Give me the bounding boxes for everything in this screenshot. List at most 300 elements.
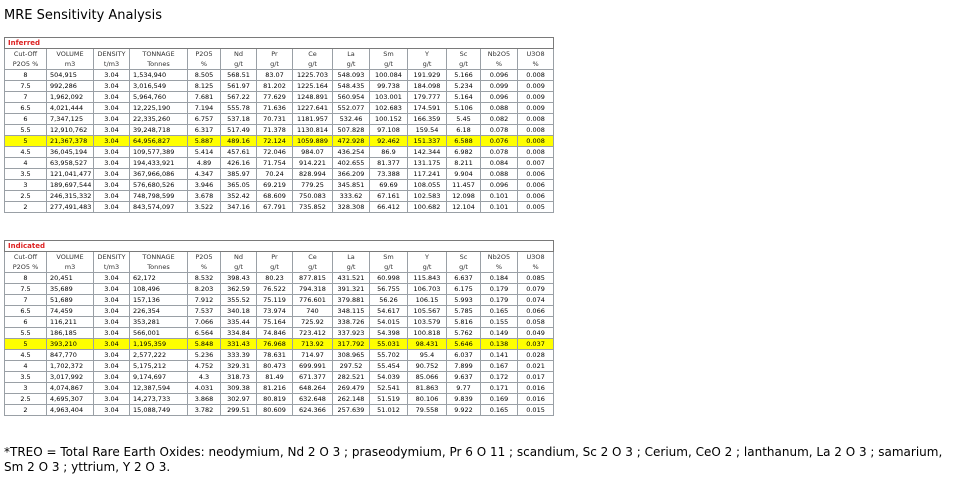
table-cell: 0.088 [481, 103, 518, 114]
table-cell: 86.9 [370, 147, 408, 158]
table-cell: 184.098 [408, 81, 447, 92]
table-cell: 794.318 [293, 284, 333, 295]
table-row [5, 317, 554, 328]
table-cell: 80.819 [257, 394, 293, 405]
table-cell: 0.006 [518, 180, 554, 191]
table-cell: 750.083 [293, 191, 333, 202]
table-cell: 1059.889 [293, 136, 333, 147]
table-cell: 507.828 [333, 125, 370, 136]
table-cell: 5.166 [447, 70, 481, 81]
table-row [5, 202, 554, 213]
table-cell: 75.119 [257, 295, 293, 306]
table-cell: 843,574,097 [130, 202, 188, 213]
table-cell: 7.194 [188, 103, 221, 114]
table-cell: 3.04 [94, 103, 130, 114]
table-cell: 5 [5, 136, 47, 147]
table-cell: 1248.891 [293, 92, 333, 103]
table-cell: 333.62 [333, 191, 370, 202]
table-cell: 103.001 [370, 92, 408, 103]
table-cell: 11.457 [447, 180, 481, 191]
table-cell: 0.008 [518, 147, 554, 158]
table-cell: 81.49 [257, 372, 293, 383]
table-cell: 1181.957 [293, 114, 333, 125]
column-unit: g/t [370, 262, 408, 273]
table-cell: 7.681 [188, 92, 221, 103]
table-cell: 353,281 [130, 317, 188, 328]
table-cell: 0.096 [481, 70, 518, 81]
column-header: Sc [447, 252, 481, 263]
table-cell: 365.05 [221, 180, 257, 191]
table-cell: 7 [5, 295, 47, 306]
table-cell: 121,041,477 [47, 169, 94, 180]
column-unit: g/t [333, 59, 370, 70]
table-cell: 457.61 [221, 147, 257, 158]
table-cell: 7.5 [5, 81, 47, 92]
table-cell: 3.678 [188, 191, 221, 202]
table-cell: 340.18 [221, 306, 257, 317]
column-header: Pr [257, 49, 293, 60]
table-cell: 22,335,260 [130, 114, 188, 125]
table-cell: 159.54 [408, 125, 447, 136]
table-cell: 9.839 [447, 394, 481, 405]
table-cell: 98.431 [408, 339, 447, 350]
inferred-section-label: Inferred [5, 38, 554, 49]
table-cell: 3.868 [188, 394, 221, 405]
column-header: Y [408, 252, 447, 263]
table-cell: 0.096 [481, 92, 518, 103]
table-cell: 436.254 [333, 147, 370, 158]
table-cell: 1,962,092 [47, 92, 94, 103]
table-cell: 80.473 [257, 361, 293, 372]
table-cell: 333.39 [221, 350, 257, 361]
column-unit: g/t [447, 59, 481, 70]
table-cell: 52.541 [370, 383, 408, 394]
table-cell: 740 [293, 306, 333, 317]
column-header: Nd [221, 252, 257, 263]
table-cell: 6.982 [447, 147, 481, 158]
table-row [5, 92, 554, 103]
table-cell: 116,211 [47, 317, 94, 328]
table-cell: 99.738 [370, 81, 408, 92]
table-cell: 71.754 [257, 158, 293, 169]
table-row [5, 383, 554, 394]
indicated-table [4, 240, 554, 416]
table-cell: 0.058 [518, 317, 554, 328]
table-cell: 4.752 [188, 361, 221, 372]
table-cell: 5.785 [447, 306, 481, 317]
column-header: TONNAGE [130, 49, 188, 60]
table-cell: 97.108 [370, 125, 408, 136]
table-cell: 0.078 [481, 125, 518, 136]
table-cell: 56.755 [370, 284, 408, 295]
table-cell: 1130.814 [293, 125, 333, 136]
table-cell: 9,174,697 [130, 372, 188, 383]
table-cell: 3.5 [5, 372, 47, 383]
table-cell: 191.929 [408, 70, 447, 81]
table-cell: 100.818 [408, 328, 447, 339]
table-row [5, 147, 554, 158]
table-cell: 151.337 [408, 136, 447, 147]
column-header: Nd [221, 49, 257, 60]
indicated-section-label: Indicated [5, 241, 554, 252]
table-cell: 3.946 [188, 180, 221, 191]
indicated-table-wrap [4, 240, 553, 416]
table-cell: 0.184 [481, 273, 518, 284]
table-row [5, 136, 554, 147]
table-cell: 9.904 [447, 169, 481, 180]
column-header: Y [408, 49, 447, 60]
table-cell: 5.993 [447, 295, 481, 306]
table-cell: 54.039 [370, 372, 408, 383]
indicated-units-row [5, 262, 554, 273]
table-cell: 80.609 [257, 405, 293, 416]
table-cell: 391.321 [333, 284, 370, 295]
table-cell: 179.777 [408, 92, 447, 103]
inferred-table [4, 37, 554, 213]
table-cell: 6.757 [188, 114, 221, 125]
table-cell: 297.52 [333, 361, 370, 372]
table-cell: 109,577,389 [130, 147, 188, 158]
table-row [5, 405, 554, 416]
column-header: Nb2O5 [481, 49, 518, 60]
table-cell: 355.52 [221, 295, 257, 306]
table-cell: 5.762 [447, 328, 481, 339]
table-cell: 7.899 [447, 361, 481, 372]
table-cell: 257.639 [333, 405, 370, 416]
table-cell: 0.096 [481, 180, 518, 191]
table-cell: 3.782 [188, 405, 221, 416]
table-cell: 3.04 [94, 284, 130, 295]
table-cell: 348.115 [333, 306, 370, 317]
table-cell: 0.082 [481, 114, 518, 125]
table-cell: 117.241 [408, 169, 447, 180]
table-cell: 426.16 [221, 158, 257, 169]
column-header: DENSITY [94, 252, 130, 263]
table-row [5, 284, 554, 295]
table-cell: 0.016 [518, 383, 554, 394]
table-cell: 532.46 [333, 114, 370, 125]
table-row [5, 372, 554, 383]
table-cell: 51.519 [370, 394, 408, 405]
table-cell: 15,088,749 [130, 405, 188, 416]
table-cell: 3.04 [94, 361, 130, 372]
table-cell: 352.42 [221, 191, 257, 202]
table-cell: 5.45 [447, 114, 481, 125]
table-cell: 331.43 [221, 339, 257, 350]
table-cell: 3.04 [94, 147, 130, 158]
table-cell: 1225.703 [293, 70, 333, 81]
table-cell: 194,433,921 [130, 158, 188, 169]
table-cell: 0.099 [481, 81, 518, 92]
column-unit: % [518, 262, 554, 273]
table-cell: 714.97 [293, 350, 333, 361]
table-cell: 0.165 [481, 306, 518, 317]
table-cell: 5.236 [188, 350, 221, 361]
table-cell: 106.703 [408, 284, 447, 295]
table-cell: 877.815 [293, 273, 333, 284]
table-cell: 8.505 [188, 70, 221, 81]
table-cell: 0.179 [481, 284, 518, 295]
column-unit: % [188, 59, 221, 70]
table-cell: 0.079 [518, 284, 554, 295]
table-cell: 3.04 [94, 383, 130, 394]
table-cell: 73.388 [370, 169, 408, 180]
table-cell: 828.994 [293, 169, 333, 180]
table-cell: 0.006 [518, 191, 554, 202]
table-cell: 0.172 [481, 372, 518, 383]
table-cell: 567.22 [221, 92, 257, 103]
column-header: Cut-Off [5, 252, 47, 263]
table-cell: 0.008 [518, 136, 554, 147]
page-title: MRE Sensitivity Analysis [4, 8, 162, 23]
table-cell: 9.922 [447, 405, 481, 416]
table-cell: 0.169 [481, 394, 518, 405]
table-cell: 3.04 [94, 295, 130, 306]
table-cell: 8.532 [188, 273, 221, 284]
table-cell: 6 [5, 317, 47, 328]
treo-footnote: *TREO = Total Rare Earth Oxides: neodymium, Nd 2 O 3 ; praseodymium, Pr 6 O 11 ; scandium, Sc 2 O 3 ; Cerium, CeO 2 ; lanthanum, La 2 O 3 ; samarium, Sm 2 O 3 ; yttrium, Y 2 O 3. [4, 445, 943, 474]
table-cell: 81.863 [408, 383, 447, 394]
table-cell: 186,185 [47, 328, 94, 339]
indicated-title-row [5, 241, 554, 252]
table-cell: 624.366 [293, 405, 333, 416]
column-unit: g/t [293, 262, 333, 273]
table-cell: 0.165 [481, 405, 518, 416]
table-cell: 725.92 [293, 317, 333, 328]
table-row [5, 103, 554, 114]
column-unit: % [518, 59, 554, 70]
table-cell: 69.219 [257, 180, 293, 191]
table-cell: 157,136 [130, 295, 188, 306]
table-cell: 80.23 [257, 273, 293, 284]
table-row [5, 81, 554, 92]
table-cell: 3.04 [94, 306, 130, 317]
table-cell: 7,347,125 [47, 114, 94, 125]
table-cell: 548.093 [333, 70, 370, 81]
table-cell: 12,225,190 [130, 103, 188, 114]
table-row [5, 191, 554, 202]
table-cell: 85.066 [408, 372, 447, 383]
table-cell: 35,689 [47, 284, 94, 295]
table-cell: 3.5 [5, 169, 47, 180]
table-cell: 3.04 [94, 405, 130, 416]
column-header: U3O8 [518, 252, 554, 263]
table-cell: 55.454 [370, 361, 408, 372]
table-cell: 5.106 [447, 103, 481, 114]
table-cell: 62,172 [130, 273, 188, 284]
column-unit: g/t [408, 59, 447, 70]
table-row [5, 70, 554, 81]
table-cell: 379.881 [333, 295, 370, 306]
table-cell: 0.009 [518, 103, 554, 114]
table-cell: 748,798,599 [130, 191, 188, 202]
table-row [5, 125, 554, 136]
column-header: Ce [293, 252, 333, 263]
table-cell: 4.031 [188, 383, 221, 394]
column-unit: Tonnes [130, 59, 188, 70]
table-cell: 3.04 [94, 339, 130, 350]
table-cell: 0.006 [518, 169, 554, 180]
table-cell: 0.037 [518, 339, 554, 350]
table-cell: 226,354 [130, 306, 188, 317]
table-cell: 174.591 [408, 103, 447, 114]
table-cell: 20,451 [47, 273, 94, 284]
table-row [5, 339, 554, 350]
table-cell: 12.104 [447, 202, 481, 213]
table-cell: 100.682 [408, 202, 447, 213]
table-cell: 12.098 [447, 191, 481, 202]
table-cell: 12,387,594 [130, 383, 188, 394]
table-cell: 9.637 [447, 372, 481, 383]
table-cell: 5 [5, 339, 47, 350]
table-cell: 106.15 [408, 295, 447, 306]
table-cell: 366.209 [333, 169, 370, 180]
table-cell: 3.04 [94, 158, 130, 169]
table-row [5, 180, 554, 191]
column-unit: g/t [333, 262, 370, 273]
column-header: P2O5 [188, 49, 221, 60]
column-unit: % [481, 262, 518, 273]
table-cell: 77.629 [257, 92, 293, 103]
column-unit: g/t [257, 59, 293, 70]
table-row [5, 328, 554, 339]
table-cell: 2 [5, 405, 47, 416]
column-header: TONNAGE [130, 252, 188, 263]
table-cell: 0.076 [481, 136, 518, 147]
table-cell: 3.04 [94, 92, 130, 103]
table-cell: 81.216 [257, 383, 293, 394]
column-header: Nb2O5 [481, 252, 518, 263]
column-header: Cut-Off [5, 49, 47, 60]
table-cell: 51.012 [370, 405, 408, 416]
table-cell: 7.5 [5, 284, 47, 295]
table-cell: 3.04 [94, 114, 130, 125]
table-cell: 329.31 [221, 361, 257, 372]
table-cell: 0.078 [481, 147, 518, 158]
column-unit: g/t [447, 262, 481, 273]
column-header: Sm [370, 49, 408, 60]
column-unit: Tonnes [130, 262, 188, 273]
table-cell: 0.005 [518, 202, 554, 213]
table-cell: 648.264 [293, 383, 333, 394]
column-unit: m3 [47, 262, 94, 273]
table-cell: 0.008 [518, 114, 554, 125]
table-cell: 36,045,194 [47, 147, 94, 158]
table-cell: 75.164 [257, 317, 293, 328]
table-cell: 6.5 [5, 103, 47, 114]
table-cell: 576,680,526 [130, 180, 188, 191]
table-cell: 66.412 [370, 202, 408, 213]
table-cell: 0.049 [518, 328, 554, 339]
table-cell: 74.846 [257, 328, 293, 339]
table-cell: 984.07 [293, 147, 333, 158]
table-cell: 779.25 [293, 180, 333, 191]
table-cell: 0.084 [481, 158, 518, 169]
table-cell: 552.077 [333, 103, 370, 114]
table-cell: 393,210 [47, 339, 94, 350]
column-header: DENSITY [94, 49, 130, 60]
table-cell: 7 [5, 92, 47, 103]
table-cell: 5.5 [5, 125, 47, 136]
table-cell: 5.646 [447, 339, 481, 350]
table-cell: 3.04 [94, 169, 130, 180]
table-cell: 71.378 [257, 125, 293, 136]
table-cell: 0.149 [481, 328, 518, 339]
table-cell: 8.211 [447, 158, 481, 169]
table-cell: 5.164 [447, 92, 481, 103]
table-row [5, 273, 554, 284]
table-cell: 3.04 [94, 202, 130, 213]
table-cell: 3.04 [94, 70, 130, 81]
table-cell: 100.152 [370, 114, 408, 125]
table-cell: 776.601 [293, 295, 333, 306]
table-cell: 1,195,359 [130, 339, 188, 350]
table-cell: 83.07 [257, 70, 293, 81]
table-cell: 14,273,733 [130, 394, 188, 405]
column-header: La [333, 252, 370, 263]
table-cell: 4 [5, 361, 47, 372]
table-cell: 8 [5, 273, 47, 284]
table-cell: 3.04 [94, 350, 130, 361]
table-cell: 6.637 [447, 273, 481, 284]
table-cell: 3.04 [94, 317, 130, 328]
table-cell: 1,702,372 [47, 361, 94, 372]
table-cell: 1225.164 [293, 81, 333, 92]
table-cell: 5.848 [188, 339, 221, 350]
table-cell: 12,910,762 [47, 125, 94, 136]
table-cell: 100.084 [370, 70, 408, 81]
table-cell: 3.04 [94, 328, 130, 339]
table-row [5, 394, 554, 405]
column-header: U3O8 [518, 49, 554, 60]
table-cell: 5.816 [447, 317, 481, 328]
table-cell: 103.579 [408, 317, 447, 328]
table-cell: 0.179 [481, 295, 518, 306]
table-cell: 489.16 [221, 136, 257, 147]
column-unit: % [188, 262, 221, 273]
table-cell: 847,770 [47, 350, 94, 361]
table-cell: 0.167 [481, 361, 518, 372]
table-cell: 362.59 [221, 284, 257, 295]
table-cell: 561.97 [221, 81, 257, 92]
table-cell: 3.04 [94, 125, 130, 136]
table-cell: 21,367,378 [47, 136, 94, 147]
table-cell: 269.479 [333, 383, 370, 394]
table-cell: 3.04 [94, 273, 130, 284]
table-cell: 70.24 [257, 169, 293, 180]
table-cell: 54.398 [370, 328, 408, 339]
column-unit: g/t [221, 262, 257, 273]
table-cell: 338.726 [333, 317, 370, 328]
table-cell: 115.843 [408, 273, 447, 284]
table-cell: 0.008 [518, 70, 554, 81]
table-cell: 735.852 [293, 202, 333, 213]
table-cell: 95.4 [408, 350, 447, 361]
table-cell: 5,964,760 [130, 92, 188, 103]
column-unit: g/t [408, 262, 447, 273]
table-cell: 402.655 [333, 158, 370, 169]
table-cell: 4.3 [188, 372, 221, 383]
table-cell: 2,577,222 [130, 350, 188, 361]
inferred-table-wrap [4, 37, 553, 213]
table-cell: 309.38 [221, 383, 257, 394]
table-cell: 0.007 [518, 158, 554, 169]
table-cell: 102.583 [408, 191, 447, 202]
table-cell: 3,016,549 [130, 81, 188, 92]
table-cell: 0.141 [481, 350, 518, 361]
table-cell: 7.066 [188, 317, 221, 328]
table-cell: 6.5 [5, 306, 47, 317]
